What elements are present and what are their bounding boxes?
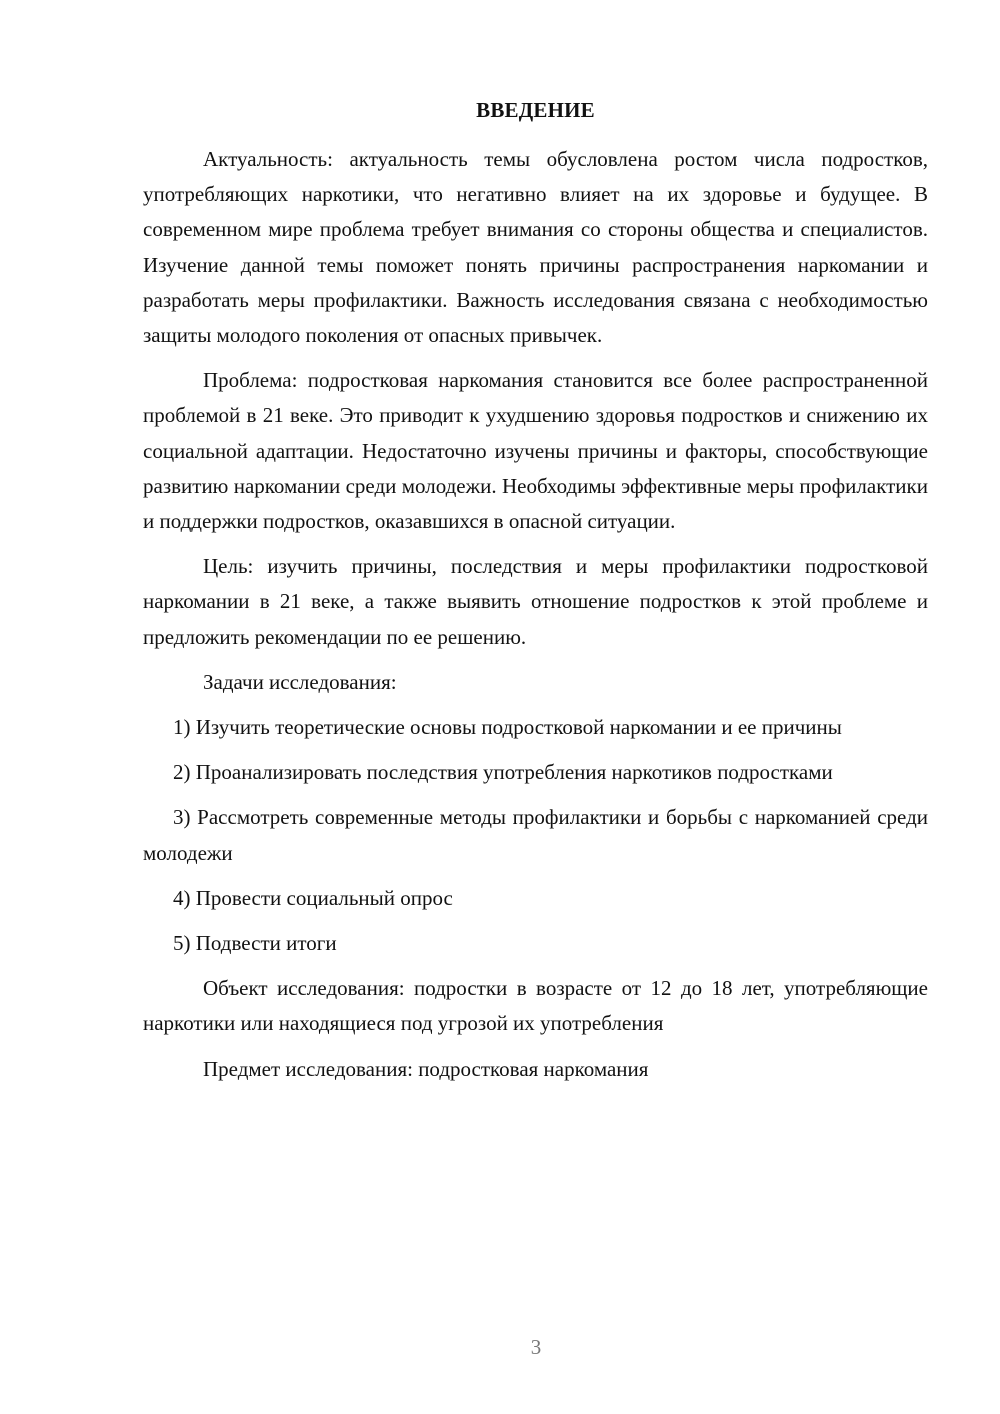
goal-paragraph: Цель: изучить причины, последствия и меры профилактики подростковой наркомании в 21 веке, а также выявить отношение подростков к этой проблеме и предложить рекомендации по ее решению. bbox=[143, 554, 928, 649]
object-paragraph: Объект исследования: подростки в возрасте от 12 до 18 лет, употребляющие наркотики или находящиеся под угрозой их употребления bbox=[143, 976, 928, 1036]
relevance-paragraph: Актуальность: актуальность темы обусловлена ростом числа подростков, употребляющих наркотики, что негативно влияет на их здоровье и будущее. В современном мире проблема требует внимания со стороны общества и специалистов. Изучение данной темы поможет понять причины распространения наркомании и разработать меры профилактики. Важность исследования связана с необходимостью защиты молодого поколения от опасных привычек. bbox=[143, 147, 928, 348]
subject-paragraph: Предмет исследования: подростковая наркомания bbox=[203, 1056, 649, 1081]
task-item: 4) Провести социальный опрос bbox=[173, 885, 453, 910]
section-title: ВВЕДЕНИЕ bbox=[476, 98, 595, 122]
task-item: 5) Подвести итоги bbox=[173, 931, 337, 956]
task-item: 1) Изучить теоретические основы подростковой наркомании и ее причины bbox=[173, 715, 842, 740]
problem-paragraph: Проблема: подростковая наркомания становится все более распространенной проблемой в 21 веке. Это приводит к ухудшению здоровья подростков и снижению их социальной адаптации. Недостаточно изучены причины и факторы, способствующие развитию наркомании среди молодежи. Необходимы эффективные меры профилактики и поддержки подростков, оказавшихся в опасной ситуации. bbox=[143, 368, 928, 534]
task-item: 2) Проанализировать последствия употребления наркотиков подростками bbox=[173, 760, 833, 785]
page-content bbox=[143, 95, 928, 1097]
page-number: 3 bbox=[530, 1335, 542, 1359]
tasks-heading: Задачи исследования: bbox=[203, 669, 397, 694]
task-item: 3) Рассмотреть современные методы профилактики и борьбы с наркоманией среди молодежи bbox=[143, 805, 928, 865]
